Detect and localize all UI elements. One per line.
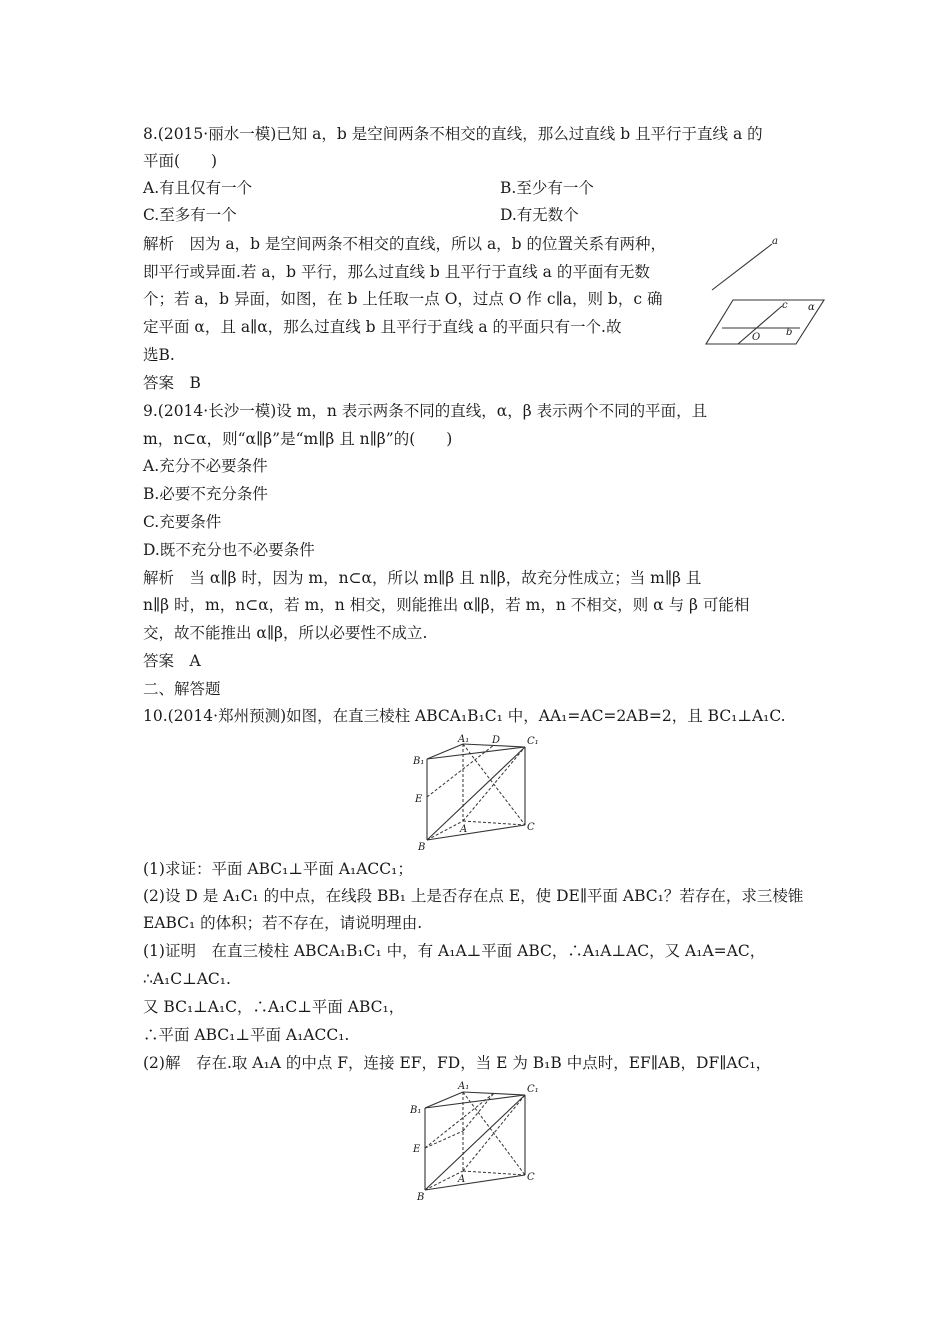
q9-option-b: B.必要不充分条件 — [143, 485, 268, 503]
label-b1: B₁ — [413, 756, 425, 767]
q8-options-row-1 — [143, 178, 594, 198]
label-b: B — [417, 1192, 425, 1202]
label-c: C — [527, 822, 535, 833]
q9-analysis-line-3: 交，故不能推出 α∥β，所以必要性不成立. — [143, 624, 428, 642]
q8-option-c: C.至多有一个 — [143, 206, 237, 224]
q10-stem: 10.(2014·郑州预测)如图，在直三棱柱 ABCA₁B₁C₁ 中，AA₁=AC=2AB=2，且 BC₁⊥A₁C. — [143, 707, 786, 725]
q8-answer: 答案 B — [143, 374, 201, 392]
label-a: A — [458, 1174, 466, 1185]
label-c: C — [527, 1172, 535, 1183]
q10-proof-line-4: ∴平面 ABC₁⊥平面 A₁ACC₁. — [143, 1026, 350, 1044]
q8-option-a: A.有且仅有一个 — [143, 179, 253, 197]
label-b: B — [418, 842, 426, 852]
q9-option-c: C.充要条件 — [143, 513, 222, 531]
label-e: E — [415, 794, 423, 805]
q10-proof-line-2: ∴A₁C⊥AC₁. — [143, 970, 231, 988]
q10-proof-line-1: (1)证明 在直三棱柱 ABCA₁B₁C₁ 中，有 A₁A⊥平面 ABC，∴A₁A⊥AC，又 A₁A=AC， — [143, 942, 766, 960]
q10-part-2-line-2: EABC₁ 的体积；若不存在，请说明理由. — [143, 914, 423, 932]
q10-part-2-line-1: (2)设 D 是 A₁C₁ 的中点，在线段 BB₁ 上是否存在点 E，使 DE∥平面 ABC₁？若存在，求三棱锥 — [143, 887, 804, 905]
segment-b-c1 — [425, 1095, 525, 1190]
q8-analysis-line-2: 即平行或异面.若 a，b 平行，那么过直线 b 且平行于直线 a 的平面有无数 — [143, 263, 650, 281]
label-c: c — [782, 300, 788, 311]
q8-analysis-line-1: 解析 因为 a，b 是空间两条不相交的直线，所以 a，b 的位置关系有两种， — [143, 235, 667, 253]
q10-part-1: (1)求证：平面 ABC₁⊥平面 A₁ACC₁； — [143, 860, 413, 878]
q10-proof-line-3: 又 BC₁⊥A₁C，∴A₁C⊥平面 ABC₁， — [143, 998, 405, 1016]
segment-e-d — [425, 1093, 494, 1148]
q9-analysis-line-2: n∥β 时，m，n⊂α，若 m，n 相交，则能推出 α∥β，若 m，n 不相交，则 α 与 β 可能相 — [143, 596, 750, 614]
q8-option-d: D.有无数个 — [500, 206, 579, 224]
label-a: A — [460, 824, 468, 835]
q8-stem-line-2: 平面( ) — [143, 152, 218, 170]
q8-analysis-line-5: 选B. — [143, 346, 175, 364]
label-b: b — [786, 327, 793, 338]
q8-figure-plane — [700, 232, 830, 350]
q10-solution-line-1: (2)解 存在.取 A₁A 的中点 F，连接 EF，FD，当 E 为 B₁B 中点时，EF∥AB，DF∥AC₁， — [143, 1054, 772, 1072]
q9-stem-line-1: 9.(2014·长沙一模)设 m，n 表示两条不同的直线，α，β 表示两个不同的平面，且 — [143, 402, 708, 420]
q9-answer: 答案 A — [143, 652, 201, 670]
edge-a-c — [463, 821, 525, 825]
label-d: D — [492, 735, 501, 746]
segment-e-d — [427, 745, 494, 797]
section-title: 二、解答题 — [143, 680, 221, 698]
q10-figure-prism — [410, 732, 540, 852]
label-b1: B₁ — [410, 1105, 422, 1116]
edge-a-c — [463, 1171, 525, 1175]
segment-e-f — [425, 1131, 463, 1148]
q9-stem-line-2: m，n⊂α，则“α∥β”是“m∥β 且 n∥β”的( ) — [143, 430, 453, 448]
label-a1: A₁ — [458, 734, 470, 745]
label-c1: C₁ — [527, 736, 539, 747]
label-c1: C₁ — [527, 1084, 539, 1095]
line-a — [712, 244, 772, 290]
plane-alpha — [706, 300, 824, 344]
label-o: O — [752, 332, 761, 343]
q9-analysis-line-1: 解析 当 α∥β 时，因为 m，n⊂α，所以 m∥β 且 n∥β，故充分性成立；当 m∥β 且 — [143, 569, 702, 587]
label-a1: A₁ — [458, 1081, 470, 1092]
q8-option-b: B.至少有一个 — [500, 179, 594, 197]
q8-analysis-line-4: 定平面 α，且 a∥α，那么过直线 b 且平行于直线 a 的平面只有一个.故 — [143, 318, 622, 336]
q10-figure-prism-2 — [408, 1078, 544, 1202]
q9-option-a: A.充分不必要条件 — [143, 457, 268, 475]
q8-options-row-2 — [143, 205, 579, 225]
label-e: E — [413, 1144, 421, 1155]
label-a: a — [772, 236, 778, 247]
q9-option-d: D.既不充分也不必要条件 — [143, 541, 315, 559]
q8-stem-line-1: 8.(2015·丽水一模)已知 a，b 是空间两条不相交的直线，那么过直线 b 且平行于直线 a 的 — [143, 125, 763, 143]
label-alpha: α — [808, 302, 815, 313]
q8-analysis-line-3: 个；若 a，b 异面，如图，在 b 上任取一点 O，过点 O 作 c∥a，则 b，c 确 — [143, 290, 663, 308]
